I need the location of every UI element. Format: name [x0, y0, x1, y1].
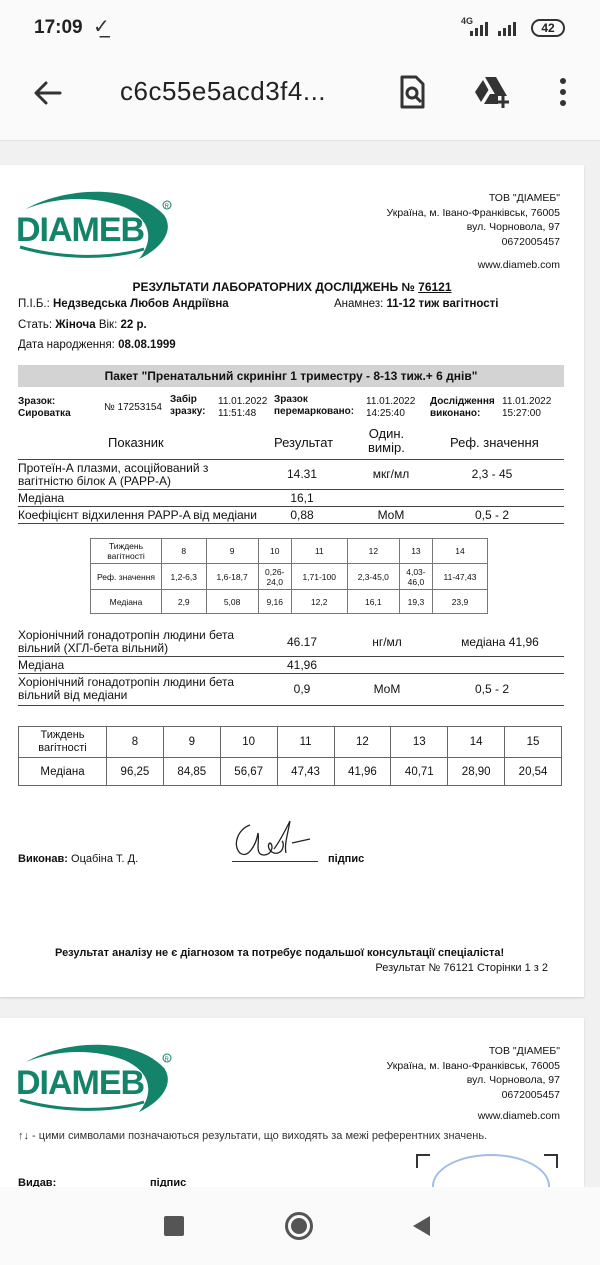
papp-result: 14.31: [286, 467, 318, 481]
company-address-1: Україна, м. Івано-Франківськ, 76005: [386, 1059, 560, 1072]
company-website: www.diameb.com: [477, 1110, 560, 1122]
company-name: ТОВ "ДІАМЕБ": [488, 1045, 560, 1057]
table-cell: 84,85: [163, 758, 220, 786]
issued-label: Видав:: [18, 1177, 57, 1187]
col-result: Результат: [274, 435, 334, 450]
dob-row: Дата народження: 08.08.1999: [18, 339, 176, 351]
table-cell: 19,3: [399, 590, 432, 614]
table-cell: 47,43: [277, 758, 334, 786]
table-cell: 8: [107, 727, 164, 758]
company-info: [387, 191, 560, 249]
signature-line: [232, 861, 318, 862]
table-header: Медіана: [19, 758, 107, 786]
hcg-ref: медіана 41,96: [461, 635, 539, 649]
papp-mom-ref: 0,5 - 2: [474, 508, 510, 522]
hcg-mom-unit: MoM: [373, 682, 401, 696]
papp-mom-name: Коефіцієнт відхилення PAPP-A від медіани: [18, 508, 258, 522]
company-address-2: вул. Чорновола, 97: [466, 221, 560, 233]
add-to-drive-icon[interactable]: [472, 72, 512, 112]
table-header: Тиждень вагітності: [19, 727, 107, 758]
table-cell: 11: [291, 539, 347, 564]
table-cell: 9,16: [258, 590, 291, 614]
sex-age-row: Стать: Жіноча Вік: 22 р.: [18, 319, 147, 331]
battery-indicator: 42: [531, 19, 565, 37]
anamnesis-row: Анамнез: 11-12 тиж вагітності: [334, 298, 499, 310]
collect-datetime: 11.01.2022 11:51:48: [218, 396, 268, 419]
relabel-label: Зразок перемарковано:: [274, 394, 355, 417]
table-cell: 0,26- 24,0: [258, 564, 291, 590]
col-indicator: Показник: [108, 435, 164, 450]
app-bar: [0, 58, 600, 141]
table-cell: 1,2-6,3: [162, 564, 207, 590]
hcg-mom-ref: 0,5 - 2: [474, 682, 510, 696]
papp-unit: мкг/мл: [372, 467, 410, 481]
table-cell: 14: [448, 727, 505, 758]
col-ref: Реф. значення: [450, 435, 539, 450]
back-arrow-icon[interactable]: [28, 73, 68, 113]
relabel-datetime: 11.01.2022 14:25:40: [366, 396, 416, 419]
papp-mom-result: 0,88: [290, 508, 314, 522]
papp-median-name: Медіана: [18, 491, 65, 505]
table-cell: 28,90: [448, 758, 505, 786]
logo-text: DIAMEB: [16, 1064, 145, 1102]
table-cell: 10: [220, 727, 277, 758]
done-label: Дослідження виконано:: [430, 396, 495, 419]
sample-label: Зразок: Сироватка: [18, 396, 71, 419]
hcg-unit: нг/мл: [372, 635, 402, 649]
document-page-1: [0, 165, 584, 997]
report-title: РЕЗУЛЬТАТИ ЛАБОРАТОРНИХ ДОСЛІДЖЕНЬ № 76121: [132, 280, 452, 294]
performer-name: Оцабіна Т. Д.: [71, 853, 139, 865]
papp-mom-unit: MoM: [377, 508, 405, 522]
hcg-mom-result: 0,9: [293, 682, 311, 696]
document-page-2: [0, 1018, 584, 1187]
table-cell: 12: [347, 539, 399, 564]
package-title: Пакет "Пренатальний скринінг 1 триместру - 8-13 тиж.+ 6 днів": [18, 365, 564, 387]
hcg-median-name: Медіана: [18, 658, 65, 672]
table-cell: 12,2: [291, 590, 347, 614]
table-cell: 40,71: [391, 758, 448, 786]
company-address-1: Україна, м. Івано-Франківськ, 76005: [386, 206, 560, 219]
table-header: Медіана: [91, 590, 162, 614]
table-cell: 96,25: [107, 758, 164, 786]
papp-weeks-table: [90, 538, 488, 614]
disclaimer: Результат аналізу не є діагнозом та потребує подальшої консультації спеціаліста!: [55, 947, 505, 959]
table-cell: 8: [162, 539, 207, 564]
table-cell: 11-47,43: [432, 564, 487, 590]
svg-text:R: R: [164, 204, 169, 210]
header-divider: [18, 459, 564, 460]
company-website: www.diameb.com: [477, 259, 560, 271]
network-type: 4G: [461, 16, 474, 26]
diameb-logo: [14, 1032, 179, 1127]
table-cell: 2,3-45,0: [347, 564, 399, 590]
company-phone: 0672005457: [501, 1088, 560, 1101]
patient-name-row: П.І.Б.: Недзведська Любов Андріївна: [18, 298, 229, 310]
table-cell: 15: [505, 727, 562, 758]
hcg-weeks-table: [18, 726, 562, 786]
table-cell: 9: [206, 539, 258, 564]
table-cell: 1,71-100: [291, 564, 347, 590]
patient-dob: 08.08.1999: [118, 339, 176, 351]
collect-label: Забір зразку:: [170, 394, 206, 417]
papp-ref: 2,3 - 45: [471, 467, 513, 481]
page-footer: Результат № 76121 Сторінки 1 з 2: [375, 962, 548, 974]
hcg-result: 46.17: [286, 635, 318, 649]
recents-square-icon[interactable]: [164, 1216, 184, 1236]
download-check-icon: ✓̲: [93, 16, 110, 38]
done-datetime: 11.01.2022 15:27:00: [502, 396, 552, 419]
table-cell: 41,96: [334, 758, 391, 786]
table-cell: 5,08: [206, 590, 258, 614]
table-cell: 2,9: [162, 590, 207, 614]
signal-icon: [466, 22, 492, 36]
back-triangle-icon[interactable]: [410, 1214, 432, 1238]
table-header: Тиждень вагітності: [91, 539, 162, 564]
papp-median-result: 16,1: [290, 491, 314, 505]
table-cell: 9: [163, 727, 220, 758]
report-number: 76121: [418, 280, 452, 294]
table-cell: 11: [277, 727, 334, 758]
status-bar: [0, 0, 600, 58]
signal-icon-2: [498, 22, 522, 36]
table-cell: 16,1: [347, 590, 399, 614]
company-address-2: вул. Чорновола, 97: [466, 1074, 560, 1086]
patient-name: Недзведська Любов Андріївна: [53, 298, 229, 310]
hcg-name: Хоріонічний гонадотропін людини бета вільний (ХГЛ-бета вільний): [18, 628, 235, 655]
svg-text:R: R: [164, 1057, 169, 1063]
patient-age: 22 р.: [120, 319, 147, 331]
diameb-logo: [14, 179, 179, 274]
table-header: Реф. значення: [91, 564, 162, 590]
more-vert-icon[interactable]: [546, 72, 576, 112]
table-cell: 13: [399, 539, 432, 564]
table-cell: 10: [258, 539, 291, 564]
anamnesis: 11-12 тиж вагітності: [386, 298, 499, 310]
papp-name: Протеїн-А плазми, асоційований з вагітністю білок А (PAPP-A): [18, 461, 209, 488]
table-cell: 13: [391, 727, 448, 758]
navigation-bar: [0, 1187, 600, 1265]
table-cell: 14: [432, 539, 487, 564]
hcg-mom-name: Хоріонічний гонадотропін людини бета вільний від медіани: [18, 675, 235, 702]
status-time: 17:09: [34, 17, 83, 38]
document-title: c6c55e5acd3f4...: [120, 76, 327, 106]
logo-text: DIAMEB: [16, 211, 145, 249]
performer-row: Виконав: Оцабіна Т. Д.: [18, 853, 139, 865]
company-info: [387, 1044, 560, 1102]
home-circle-icon[interactable]: [284, 1211, 314, 1241]
table-cell: 23,9: [432, 590, 487, 614]
search-document-icon[interactable]: [392, 72, 432, 112]
company-name: ТОВ "ДІАМЕБ": [488, 192, 560, 204]
signature-label-2: підпис: [150, 1177, 187, 1187]
hcg-median-result: 41,96: [286, 658, 318, 672]
table-cell: 12: [334, 727, 391, 758]
company-phone: 0672005457: [501, 235, 560, 248]
stamp: [432, 1154, 550, 1187]
table-cell: 4,03- 46,0: [399, 564, 432, 590]
col-unit: Один. вимір.: [368, 426, 405, 455]
table-cell: 56,67: [220, 758, 277, 786]
sample-number: № 17253154: [104, 402, 162, 413]
table-cell: 20,54: [505, 758, 562, 786]
patient-sex: Жіноча: [55, 319, 96, 331]
legend-note: ↑↓ - цими символами позначаються результати, що виходять за межі референтних значень.: [18, 1130, 488, 1142]
table-cell: 1,6-18,7: [206, 564, 258, 590]
signature-label: підпис: [328, 853, 365, 865]
